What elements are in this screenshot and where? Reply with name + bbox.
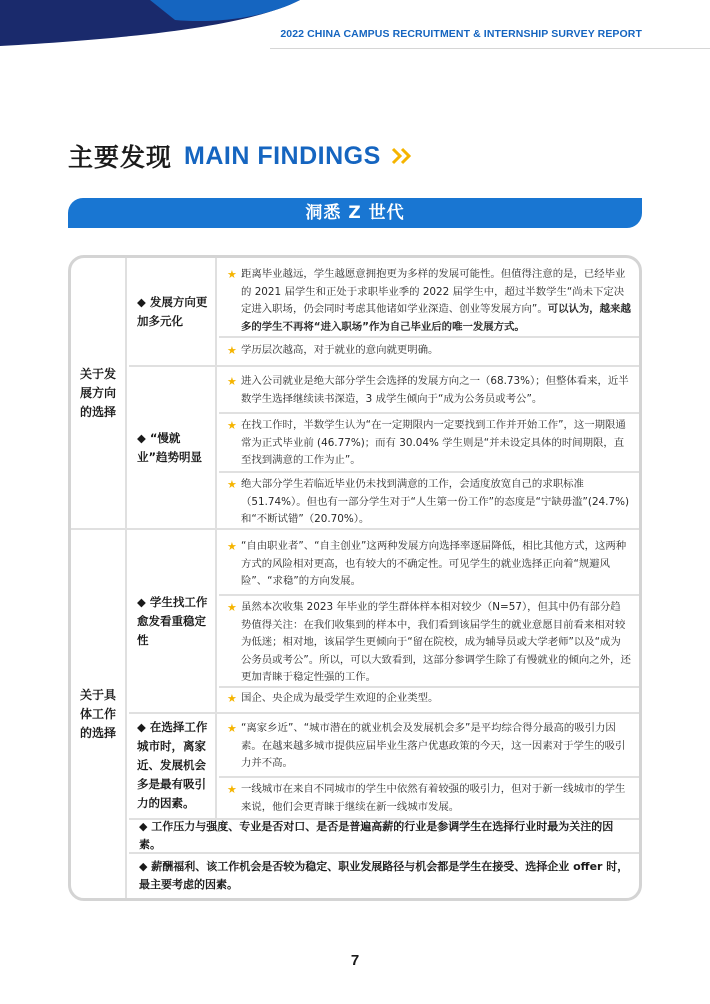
note-offer-factors: ◆ 薪酬福利、该工作机会是否较为稳定、职业发展路径与机会都是学生在接受、选择企业 offer 时，最主要考虑的因素。 (139, 860, 629, 891)
bullet-item: ★ 进入公司就业是绝大部分学生会选择的发展方向之一（68.73%）；但整体看来，近半数学生选择继续读书深造，3 成学生倾向于“成为公务员或考公”。 (227, 375, 629, 405)
section-title-cn: 主要发现 (68, 143, 173, 172)
group-title: 关于具体工作的选择 (71, 530, 127, 898)
subsection-name: ◆ 学生找工作愈发看重稳定性 (129, 530, 217, 712)
findings-table (68, 255, 642, 901)
bullet-list (219, 530, 639, 712)
header-divider (270, 48, 710, 49)
bullet-list (219, 367, 639, 528)
note-industry-factors: ◆ 工作压力与强度、专业是否对口、是否是普遍高薪的行业是参调学生在选择行业时最为关注的因素。 (139, 820, 614, 851)
bullet-list (219, 714, 639, 818)
group-title: 关于发展方向的选择 (71, 258, 127, 528)
bullet-item: ★ 绝大部分学生若临近毕业仍未找到满意的工作，会适度放宽自己的求职标准（51.74%）。但也有一部分学生对于“人生第一份工作”的态度是“宁缺毋滥”(24.7%) 和“不断试错”（20.70%）。 (227, 478, 630, 525)
star-icon: ★ (227, 344, 237, 357)
subsection-city (129, 714, 639, 818)
bullet-item: ★ 国企、央企成为最受学生欢迎的企业类型。 (219, 690, 639, 708)
bullet-item: ★ “离家乡近”、“城市潜在的就业机会及发展机会多”是平均综合得分最高的吸引力因素。在越来越多城市提供应届毕业生落户优惠政策的今天，这一因素对于学生的吸引力并不高。 (227, 722, 626, 769)
subsection-name: ◆ “慢就业”趋势明显 (129, 367, 217, 528)
page-number: 7 (350, 952, 360, 969)
subsection-name: ◆ 在选择工作城市时，离家近、发展机会多是最有吸引力的因素。 (129, 714, 217, 818)
star-icon: ★ (227, 692, 237, 705)
star-icon: ★ (227, 375, 237, 388)
corner-wave-decoration (0, 0, 300, 50)
section-title (68, 138, 413, 174)
subsection-name: ◆ 发展方向更加多元化 (129, 258, 217, 365)
subsection-slow-employment (129, 367, 639, 528)
subsection-stability (129, 530, 639, 712)
star-icon: ★ (227, 478, 237, 491)
star-icon: ★ (227, 722, 237, 735)
bullet-item: ★ 学历层次越高，对于就业的意向就更明确。 (219, 342, 639, 360)
report-header-title: 2022 CHINA CAMPUS RECRUITMENT & INTERNSHIP SURVEY REPORT (280, 28, 642, 40)
group-development-direction (71, 258, 639, 528)
section-title-en: MAIN FINDINGS (184, 141, 381, 170)
bullet-item: ★ 虽然本次收集 2023 年毕业的学生群体样本相对较少（N=57），但其中仍有部分趋势值得关注：在我们收集到的样本中，我们看到该届学生的就业意愿目前看来相对较为低迷；相对地，该届学生更倾向于“留在院校，成为辅导员或大学老师”以及“成为公务员或考公”。所以，可以大致看到，这部分参调学生除了有慢就业的倾向之外，还更加青睐于稳定性强的工作。 (227, 601, 631, 683)
star-icon: ★ (227, 783, 237, 796)
star-icon: ★ (227, 540, 237, 553)
bullet-item: ★ 一线城市在来自不同城市的学生中依然有着较强的吸引力，但对于新一线城市的学生来说，他们会更青睐于继续在新一线城市发展。 (227, 783, 626, 813)
subsection-diversified (129, 258, 639, 365)
double-chevron-right-icon (391, 147, 413, 165)
bullet-list (219, 258, 639, 365)
group-specific-job (71, 530, 639, 898)
bullet-item: ★ 距离毕业越远，学生越愿意拥抱更为多样的发展可能性。但值得注意的是，已经毕业的 2021 届学生和正处于求职毕业季的 2022 届学生中，超过半数学生“尚未下定决定进入职场，仍会同时考虑其他诸如学业深造、创业等发展方向”。可以认为，越来越多的学生不再将“进入职场”作为自己毕业后的唯一发展方式。 (227, 268, 631, 333)
bullet-item: ★ 在找工作时，半数学生认为“在一定期限内一定要找到工作并开始工作”，这一期限通常为正式毕业前 (46.77%)；而有 30.04% 学生则是“并未设定具体的时间期限，直至找到满意的工作为止”。 (227, 419, 626, 466)
star-icon: ★ (227, 601, 237, 614)
gen-z-banner: 洞悉 Z 世代 (68, 198, 642, 228)
star-icon: ★ (227, 419, 237, 432)
star-icon: ★ (227, 268, 237, 281)
bullet-item: ★ “自由职业者”、“自主创业”这两种发展方向选择率逐届降低，相比其他方式，这两种方式的风险相对更高，也有较大的不确定性。可见学生的就业选择正向着“规避风险”、“求稳”的方向发展。 (227, 540, 627, 587)
